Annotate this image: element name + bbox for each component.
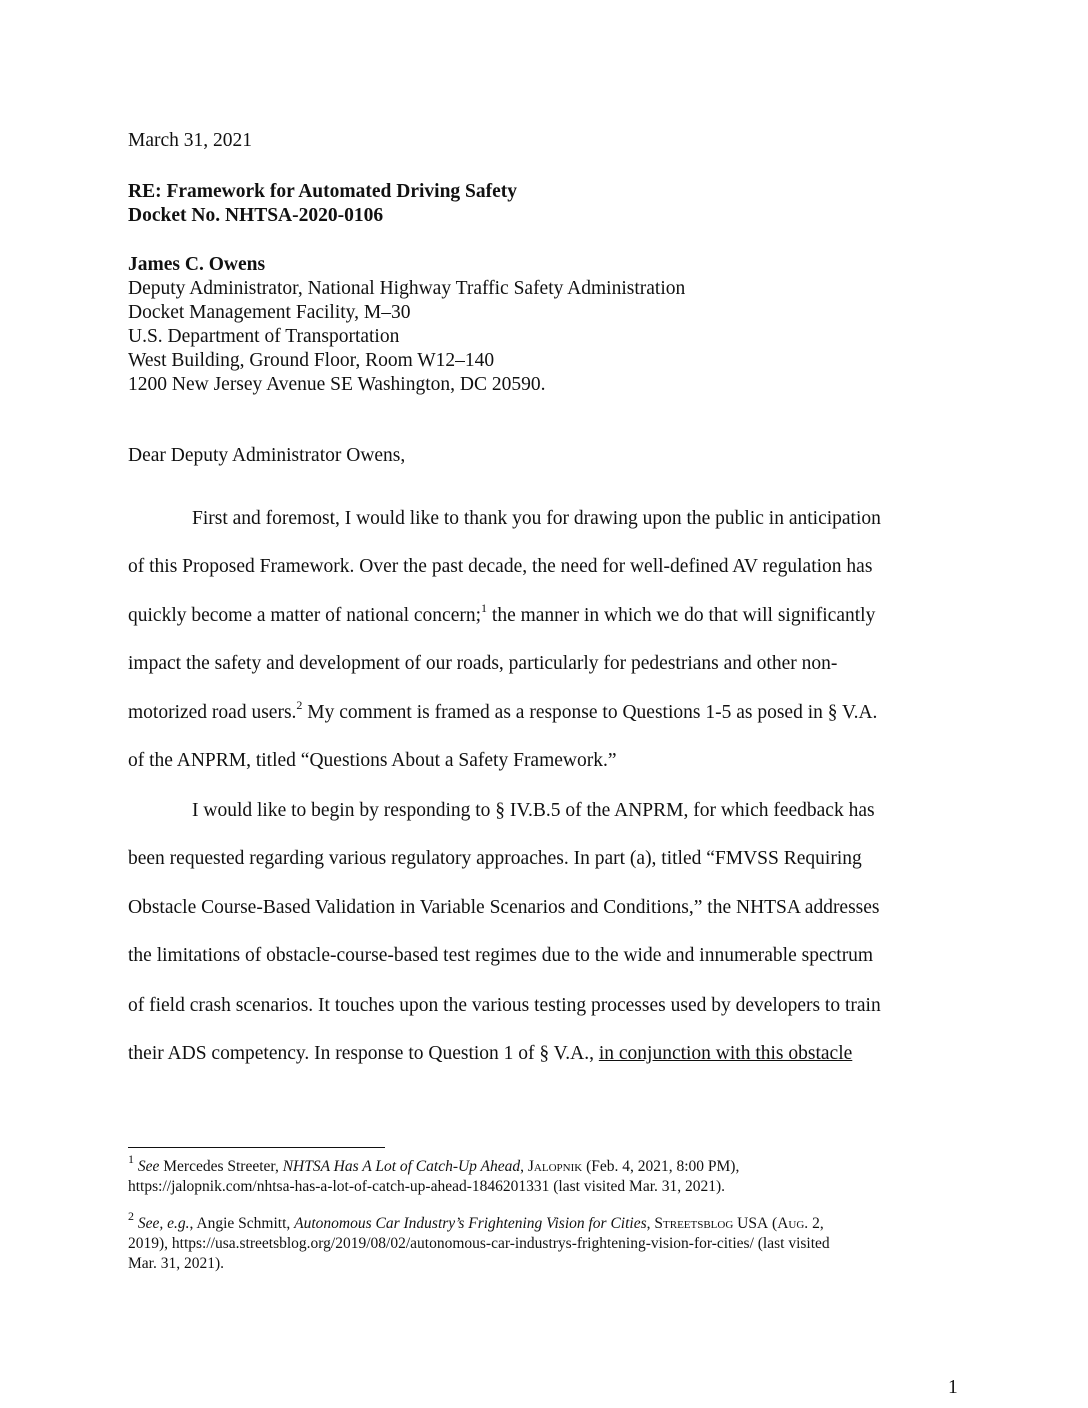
body-line: of field crash scenarios. It touches upon the various testing processes used by developers to train [128,995,881,1016]
footnote-2: $^2$ See, e.g., Angie Schmitt, Autonomous Car Industry’s Frightening Vision for Cities, Streetsblog USA (Aug. 2, [128,1208,824,1232]
recipient-name: James C. Owens [128,254,266,275]
body-line: First and foremost, I would like to thank you for drawing upon the public in anticipation [192,508,881,529]
footnote-1-url[interactable]: https://jalopnik.com/nhtsa-has-a-lot-of-catch-up-ahead-1846201331 (last visited Mar. 31, 2021). [128,1178,726,1195]
body-line: been requested regarding various regulatory approaches. In part (a), titled “FMVSS Requiring [128,848,862,869]
body-line: of the ANPRM, titled “Questions About a Safety Framework.” [128,750,617,771]
footnote-ref[interactable]: 1 [481,600,488,615]
footnote-2-url[interactable]: 2019), https://usa.streetsblog.org/2019/08/02/autonomous-car-industrys-frightening-vision-for-cities/ (last visited [128,1235,830,1252]
body-line: impact the safety and development of our roads, particularly for pedestrians and other non- [128,653,838,674]
recipient-address-line: 1200 New Jersey Avenue SE Washington, DC 20590. [128,374,546,395]
footnote-ref[interactable]: 2 [296,697,303,712]
recipient-address-line: West Building, Ground Floor, Room W12–140 [128,350,495,371]
re-subject: RE: Framework for Automated Driving Safety [128,181,518,202]
re-docket: Docket No. NHTSA-2020-0106 [128,205,384,226]
footnote-divider [128,1147,385,1148]
salutation: Dear Deputy Administrator Owens, [128,445,406,466]
page-number: 1 [948,1377,958,1398]
body-line: I would like to begin by responding to § IV.B.5 of the ANPRM, for which feedback has [192,800,875,821]
footnote-1: $^1$ See Mercedes Streeter, NHTSA Has A Lot of Catch-Up Ahead, Jalopnik (Feb. 4, 2021, 8:00 PM), [128,1151,740,1175]
body-line: motorized road users.$^2$ My comment is framed as a response to Questions 1-5 as posed in § V.A. [128,697,878,723]
underlined-text: in conjunction with this obstacle [598,1043,853,1064]
body-line: their ADS competency. In response to Question 1 of § V.A., in conjunction with this obstacle [128,1043,853,1064]
footnote-2-end: Mar. 31, 2021). [128,1255,225,1272]
recipient-address-line: Docket Management Facility, M–30 [128,302,411,323]
body-line: Obstacle Course-Based Validation in Variable Scenarios and Conditions,” the NHTSA addresses [128,897,880,918]
recipient-address-line: Deputy Administrator, National Highway Traffic Safety Administration [128,278,686,299]
body-line: quickly become a matter of national concern;$^1$ the manner in which we do that will significantly [128,600,876,626]
body-line: the limitations of obstacle-course-based test regimes due to the wide and innumerable spectrum [128,945,874,966]
letter-date: March 31, 2021 [128,130,253,151]
body-line: of this Proposed Framework. Over the past decade, the need for well-defined AV regulation has [128,556,873,577]
recipient-address-line: U.S. Department of Transportation [128,326,400,347]
